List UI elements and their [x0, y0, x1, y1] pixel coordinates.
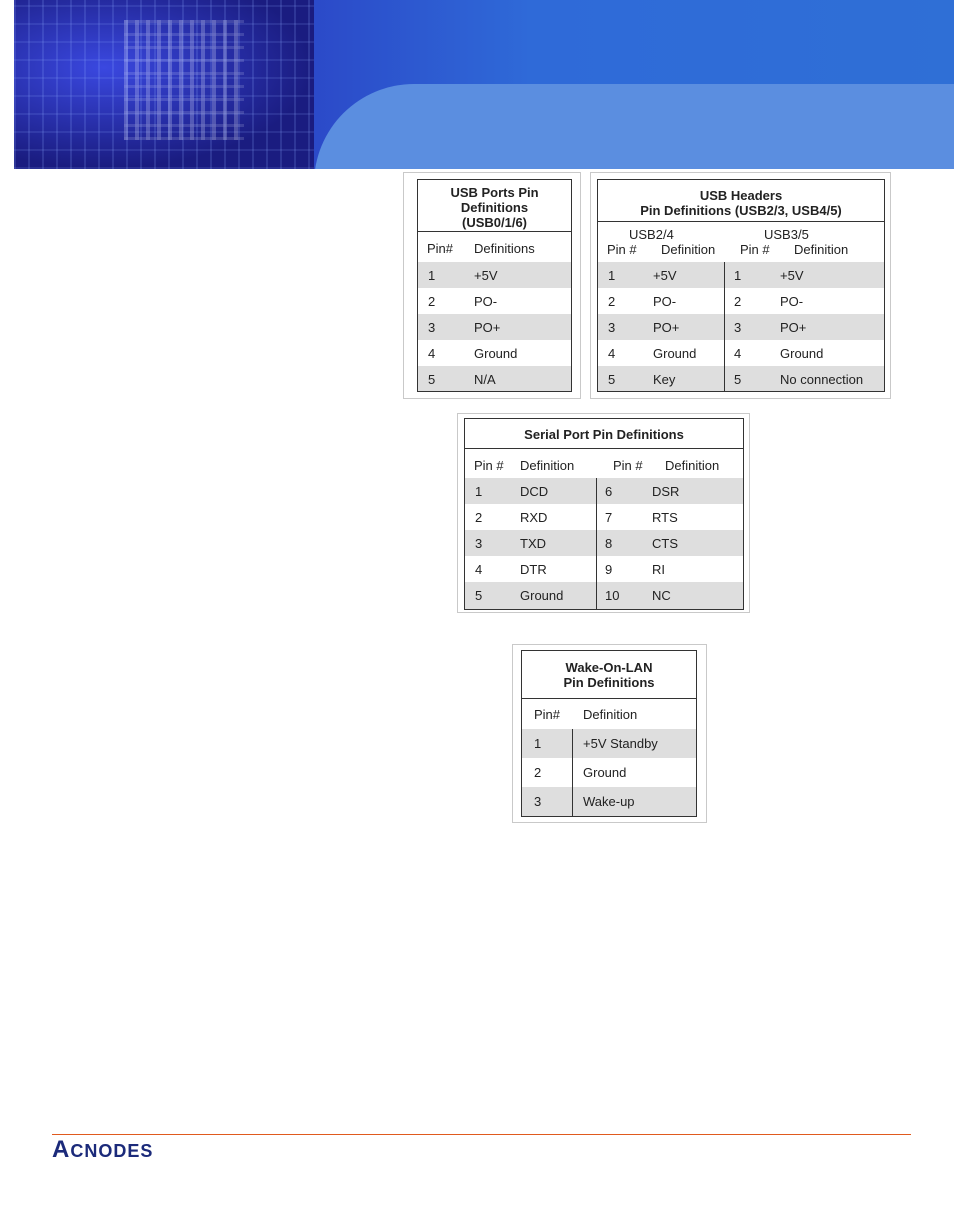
- banner-wave: [314, 84, 954, 169]
- table-row: 3 Wake-up: [522, 787, 696, 816]
- table-row: 4 Ground: [428, 346, 518, 361]
- table-row: 5 Ground 10 NC: [465, 582, 743, 609]
- wol-title: Wake-On-LAN Pin Definitions: [522, 651, 696, 699]
- circuit-board-image: [14, 0, 314, 169]
- table-row: 1 DCD 6 DSR: [465, 478, 743, 504]
- usb-headers-table: [597, 179, 885, 392]
- usb-ports-table: [417, 179, 572, 392]
- table-row: 3 PO+: [418, 314, 571, 340]
- usb-ports-header-row: Pin# Definitions: [427, 241, 535, 256]
- column-divider: [572, 729, 573, 816]
- wol-table: [521, 650, 697, 817]
- table-row: 1 +5V: [418, 262, 571, 288]
- serial-port-table: [464, 418, 744, 610]
- column-divider: [724, 262, 725, 391]
- table-row: 2 Ground: [534, 765, 627, 780]
- table-row: 3 TXD 8 CTS: [465, 530, 743, 556]
- table-row: 3 PO+ 3 PO+: [598, 314, 884, 340]
- table-row: 2 RXD 7 RTS: [475, 510, 678, 525]
- acnodes-logo: ACNODES: [52, 1136, 154, 1163]
- wol-header-row: Pin# Definition: [534, 707, 638, 722]
- table-row: 4 Ground 4 Ground: [608, 346, 824, 361]
- table-row: 1 +5V Standby: [522, 729, 696, 758]
- footer-rule: [52, 1134, 911, 1135]
- table-row: 1 +5V 1 +5V: [598, 262, 884, 288]
- header-banner: [14, 0, 954, 169]
- table-row: 2 PO-: [428, 294, 498, 309]
- serial-port-title: Serial Port Pin Definitions: [465, 419, 743, 449]
- table-row: 5 Key 5 No connection: [598, 366, 884, 391]
- usb-headers-title: USB Headers Pin Definitions (USB2/3, USB4/5): [598, 180, 884, 222]
- column-divider: [596, 478, 597, 609]
- serial-port-header-row: Pin # Definition Pin # Definition: [474, 458, 720, 473]
- table-row: 2 PO- 2 PO-: [608, 294, 804, 309]
- usb-ports-title: USB Ports Pin Definitions (USB0/1/6): [418, 180, 571, 232]
- table-row: 4 DTR 9 RI: [475, 562, 665, 577]
- table-row: 5 N/A: [418, 366, 571, 391]
- usb-headers-header-row: USB2/4 USB3/5 Pin # Definition Pin # Definition: [607, 227, 849, 257]
